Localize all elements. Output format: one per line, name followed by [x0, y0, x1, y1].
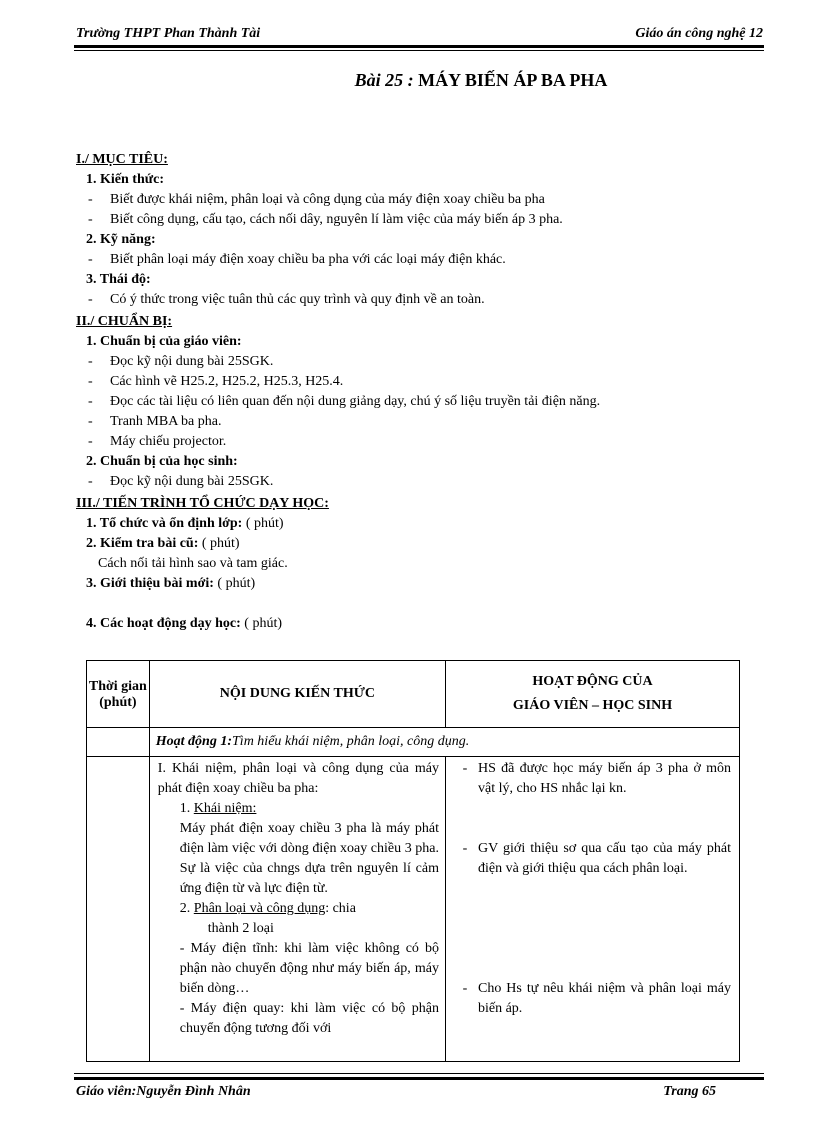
section-objectives-heading: I./ MỤC TIÊU:	[76, 152, 168, 167]
time-cell	[87, 728, 150, 757]
teacher-name: Giáo viên:Nguyễn Đình Nhân	[76, 1084, 251, 1099]
list-item: - Các hình vẽ H25.2, H25.2, H25.3, H25.4.	[88, 374, 344, 389]
footer-rule	[74, 1077, 764, 1080]
step-3: 3. Giới thiệu bài mới: ( phút)	[86, 576, 256, 591]
table-row	[87, 728, 740, 757]
list-item: - Đọc các tài liệu có liên quan đến nội dung giảng dạy, chú ý số liệu truyền tải điện năng.	[88, 394, 601, 409]
objective-knowledge-heading: 1. Kiến thức:	[86, 172, 165, 187]
student-prep-heading: 2. Chuẩn bị của học sinh:	[86, 454, 238, 469]
lesson-body	[76, 150, 756, 634]
lesson-number: Bài 25 :	[354, 70, 414, 90]
list-item: - Có ý thức trong việc tuân thủ các quy trình và quy định về an toàn.	[88, 292, 485, 307]
teacher-prep-heading: 1. Chuẩn bị của giáo viên:	[86, 334, 242, 349]
time-cell	[87, 757, 150, 1062]
header-rule	[74, 45, 764, 48]
content-cell: I. Khái niệm, phân loại và công dụng của máy phát điện xoay chiều ba pha: 1. Khái niệm: Máy phát điện xoay chiều 3 pha là máy phát điện làm việc với dòng điện xoay chiều 3 pha. Sự là việc của chngs dựa trên nguyên lí cảm ứng điện từ và lực điện từ. 2. Phân loại và công dụng: chia thành 2 loại - Máy điện tĩnh: khi làm việc không có bộ phận nào chuyển động như máy biến áp, máy biến dòng… - Máy điện quay: khi làm việc có bộ phận chuyển động tương đối với	[149, 757, 445, 1062]
col-header-time: Thời gian (phút)	[87, 661, 150, 728]
list-item: - HS đã được học máy biến áp 3 pha ở môn vật lý, cho HS nhắc lại kn.	[462, 761, 731, 796]
step-4: 4. Các hoạt động dạy học: ( phút)	[86, 616, 283, 631]
list-item: - Tranh MBA ba pha.	[88, 414, 222, 429]
step-2: 2. Kiểm tra bài cũ: ( phút)	[86, 536, 240, 551]
header-rule-thin	[74, 50, 764, 51]
list-item: - Cho Hs tự nêu khái niệm và phân loại máy biến áp.	[462, 981, 731, 1016]
lesson-title	[0, 70, 816, 91]
lesson-activity-table	[86, 660, 740, 1062]
list-item: - Đọc kỹ nội dung bài 25SGK.	[88, 474, 274, 489]
list-item: - Máy chiếu projector.	[88, 434, 227, 449]
list-item: - Biết được khái niệm, phân loại và công dụng của máy điện xoay chiều ba pha	[88, 192, 545, 207]
objective-skills-heading: 2. Kỹ năng:	[86, 232, 156, 247]
col-header-content: NỘI DUNG KIẾN THỨC	[149, 661, 445, 728]
step-1: 1. Tổ chức và ổn định lớp: ( phút)	[86, 516, 284, 531]
activity-cell	[445, 757, 739, 1062]
footer-rule-thin	[74, 1073, 764, 1074]
lesson-name: MÁY BIẾN ÁP BA PHA	[413, 70, 608, 90]
step-2-detail: Cách nối tải hình sao và tam giác.	[98, 556, 288, 571]
school-name: Trường THPT Phan Thành Tài	[76, 26, 261, 41]
subject-name: Giáo án công nghệ 12	[635, 26, 763, 41]
objective-attitude-heading: 3. Thái độ:	[86, 272, 151, 287]
table-row	[87, 757, 740, 1062]
col-header-activity: HOẠT ĐỘNG CỦA GIÁO VIÊN – HỌC SINH	[445, 661, 739, 728]
section-preparation-heading: II./ CHUẨN BỊ:	[76, 314, 173, 329]
page-number: Trang 65	[663, 1084, 716, 1099]
list-item: - Biết phân loại máy điện xoay chiều ba pha với các loại máy điện khác.	[88, 252, 506, 267]
section-process-heading: III./ TIẾN TRÌNH TỔ CHỨC DẠY HỌC:	[76, 496, 329, 511]
activity-title: Hoạt động 1:Tìm hiểu khái niệm, phân loại, công dụng.	[149, 728, 739, 757]
list-item: - GV giới thiệu sơ qua cấu tạo của máy phát điện và giới thiệu qua cách phân loại.	[462, 841, 731, 876]
list-item: - Biết công dụng, cấu tạo, cách nối dây, nguyên lí làm việc của máy biến áp 3 pha.	[88, 212, 563, 227]
list-item: - Đọc kỹ nội dung bài 25SGK.	[88, 354, 274, 369]
table-header-row	[87, 661, 740, 728]
